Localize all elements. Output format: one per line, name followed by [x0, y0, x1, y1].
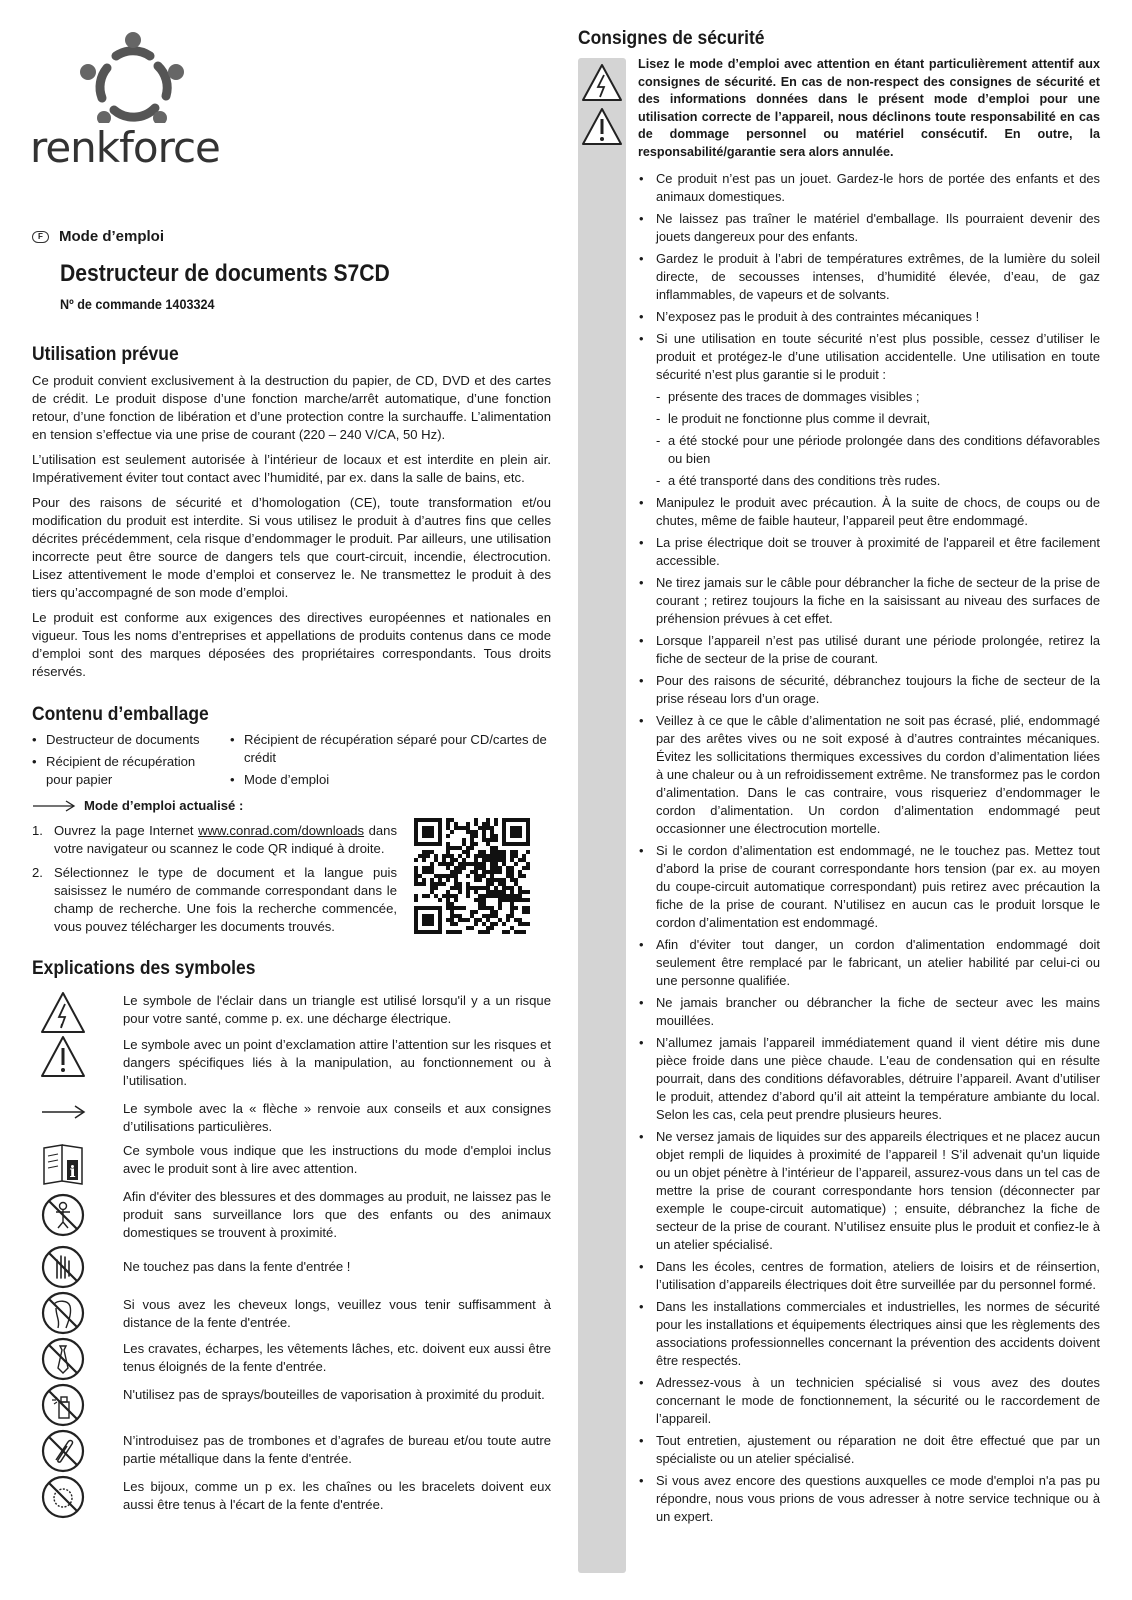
- list-item: • Destructeur de documents: [32, 731, 222, 749]
- no-tie-icon: [40, 1336, 86, 1382]
- no-paperclip-icon: [40, 1428, 86, 1474]
- intended-use-heading: Utilisation prévue: [32, 344, 179, 365]
- list-item: • Ne versez jamais de liquides sur des appareils électriques et ne placez aucun objet rempli de liquides à proximité de l’appareil ! S’il advenait qu'un liquide ou un objet pénètre à l’intérieur de l’appareil, assurez-vous dans un tel cas de mettre la prise de courant correspondante hors tension (déconnecter par exemple le coupe-circuit automatique) ; ensuite, débranchez la fiche de secteur de la prise de courant. N’utilisez ensuite plus le produit et confiez-le à un atelier spécialisé.: [638, 1128, 1100, 1254]
- symbols-heading: Explications des symboles: [32, 958, 256, 979]
- sub-list-item: - a été transporté dans des conditions très rudes.: [638, 472, 1100, 490]
- sub-list-item: - a été stocké pour une période prolongée dans des conditions défavorables ou bien: [638, 432, 1100, 468]
- list-item: • Adressez-vous à un technicien spécialisé si vous avez des doutes concernant le mode de fonctionnement, la sécurité ou le raccordement de l’appareil.: [638, 1374, 1100, 1428]
- updated-manual-title: Mode d’emploi actualisé :: [84, 798, 244, 813]
- list-item: • Manipulez le produit avec précaution. À la suite de chocs, de coups ou de chutes, même de faible hauteur, l’appareil peut être endommagé.: [638, 494, 1100, 530]
- intended-use-paragraph: Le produit est conforme aux exigences des directives européennes et nationales en vigueur. Tous les noms d’entreprises et appellations de produits contenus dans ce mode d’emploi sont des marques déposées des propriétaires correspondants. Tous droits réservés.: [32, 610, 551, 679]
- sub-list-item: - présente des traces de dommages visibles ;: [638, 388, 1100, 406]
- safety-heading: Consignes de sécurité: [578, 28, 765, 49]
- updated-manual-header: [32, 798, 243, 813]
- list-item: • Ne jamais brancher ou débrancher la fiche de secteur avec les mains mouillées.: [638, 994, 1100, 1030]
- no-spray-icon: [40, 1382, 86, 1428]
- sub-list-item: - le produit ne fonctionne plus comme il devrait,: [638, 410, 1100, 428]
- list-item: • Veillez à ce que le câble d’alimentation ne soit pas écrasé, plié, endommagé par des arêtes vives ou ne soit exposé à d’autres contraintes mécaniques. Évitez les sollicitations thermiques excessives du cordon d’alimentation liées à une chaleur ou à un refroidissement extrême. Ne transformez pas le cordon d’alimentation. Dans le cas contraire, vous risqueriez d’endommager le cordon d’alimentation. Un cordon d’alimentation endommagé peut occasionner une électrocution mortelle.: [638, 712, 1100, 838]
- download-steps: [32, 822, 397, 942]
- list-item: • Mode d’emploi: [230, 771, 550, 789]
- list-item: • Si une utilisation en toute sécurité n’est plus possible, cessez d’utiliser le produit et protégez-le d’une utilisation accidentelle. Une utilisation en toute sécurité n’est plus garantie si le produit :: [638, 330, 1100, 384]
- language-badge: F: [32, 231, 49, 243]
- svg-text:i: i: [69, 1162, 76, 1181]
- intended-use-paragraph: Pour des raisons de sécurité et d’homologation (CE), toute transformation et/ou modification du produit est interdite. Si vous utilisez le produit à d’autres fins que celles décrites précédemment, cela risque d’endommager le produit. Par ailleurs, une utilisation incorrecte peut être source de dangers tels que court-circuit, incendie, électrocution. Lisez attentivement le mode d’emploi et conservez le. Ne transmettez le produit à des tiers qu’accompagné de son mode d’emploi.: [32, 495, 551, 600]
- safety-section: [578, 28, 1100, 56]
- document-title: Destructeur de documents S7CD: [60, 260, 390, 287]
- downloads-link[interactable]: www.conrad.com/downloads: [198, 823, 365, 838]
- safety-list: [638, 170, 1100, 1530]
- package-heading: Contenu d’emballage: [32, 704, 209, 725]
- step-item: 2. Sélectionnez le type de document et la langue puis saisissez le numéro de commande correspondant dans le champ de recherche. Une fois la recherche commencée, vous pouvez télécharger les documents trouvés.: [32, 865, 397, 934]
- package-section: [32, 704, 551, 732]
- list-item: • Ne laissez pas traîner le matériel d'emballage. Ils pourraient devenir des jouets dangereux pour des enfants.: [638, 210, 1100, 246]
- manual-info-icon: [40, 1140, 86, 1186]
- order-number: Nº de commande 1403324: [60, 296, 215, 312]
- list-item: • Tout entretien, ajustement ou réparation ne doit être effectué que par un spécialiste ou un atelier spécialisé.: [638, 1432, 1100, 1468]
- list-item: • Si le cordon d’alimentation est endommagé, ne le touchez pas. Mettez tout d’abord la prise de courant correspondante hors tension (par ex. au moyen du coupe-circuit automatique correspondant) puis retirez avec précaution la fiche de la prise de courant. N’utilisez en aucun cas le produit lorsque le cordon d’alimentation est endommagé.: [638, 842, 1100, 932]
- no-hand-icon: [40, 1244, 86, 1290]
- lightning-triangle-icon: [40, 990, 86, 1036]
- no-long-hair-icon: [40, 1290, 86, 1336]
- brand-name: renkforce: [30, 123, 220, 172]
- intended-use-paragraph: Ce produit convient exclusivement à la destruction du papier, de CD, DVD et des cartes de crédit. Le produit dispose d’une fonction marche/arrêt automatique, d’une fonction retour, d’une fonction de libération et d’une protection contre la surchauffe. L’alimentation en tension s’effectue via une prise de courant (220 – 240 V/CA, 50 Hz).: [32, 373, 551, 442]
- symbols-section: [32, 958, 551, 986]
- safety-intro: Lisez le mode d’emploi avec attention en étant particulièrement attentif aux consignes de sécurité. En cas de non-respect des consignes de sécurité et des informations données dans le présent mode d’emploi pour une utilisation correcte de l’appareil, nous déclinons toute responsabilité en cas de dommage personnel ou matériel consécutif. En outre, la responsabilité/garantie sera alors annulée.: [638, 57, 1100, 159]
- list-item: • Récipient de récupération pour papier: [32, 753, 222, 789]
- list-item: • Ne tirez jamais sur le câble pour débrancher la fiche de secteur de la prise de courant ; retirez toujours la fiche en la saisissant au niveau des surfaces de préhension prévues à cet effet.: [638, 574, 1100, 628]
- list-item: • Pour des raisons de sécurité, débranchez toujours la fiche de secteur de la prise réseau lors d’un orage.: [638, 672, 1100, 708]
- arrow-icon: [32, 800, 76, 812]
- list-item: • Dans les installations commerciales et industrielles, les normes de sécurité pour les installations et équipements électriques ainsi que les règlements des associations professionnelles concernant la prévention des accidents doivent être respectés.: [638, 1298, 1100, 1370]
- intended-use-paragraph: L’utilisation est seulement autorisée à l’intérieur de locaux et est interdite en plein air. Impérativement éviter tout contact avec l’humidité, par ex. dans la salle de bains, etc.: [32, 452, 551, 485]
- brand-logo: [30, 28, 230, 172]
- list-item: • Si vous avez encore des questions auxquelles ce mode d'emploi n'a pas pu répondre, nous vous prions de vous adresser à notre service technique ou à un expert.: [638, 1472, 1100, 1526]
- manual-label: [32, 228, 164, 245]
- step-item: 1. Ouvrez la page Internet www.conrad.com/downloads dans votre navigateur ou scannez le code QR indiqué à droite.: [32, 823, 398, 856]
- list-item: • La prise électrique doit se trouver à proximité de l'appareil et être facilement accessible.: [638, 534, 1100, 570]
- lightning-triangle-icon: [580, 62, 624, 104]
- no-children-pets-icon: [40, 1192, 86, 1238]
- list-item: • Récipient de récupération séparé pour CD/cartes de crédit: [230, 731, 550, 767]
- list-item: • N’allumez jamais l’appareil immédiatement quand il vient détire mis dune pièce froide dans une pièce chaude. L'eau de condensation qui en résulte pourrait, dans des conditions défavorables, détruire l’appareil. Avant d’utiliser le produit, attendez d’abord qu’il ait atteint la température ambiante du local. Selon les cas, cela peut prendre plusieurs heures.: [638, 1034, 1100, 1124]
- safety-sidebar-bar: [578, 58, 626, 1573]
- intended-use-section: [32, 344, 551, 688]
- list-item: • Afin d'éviter tout danger, un cordon d'alimentation endommagé doit seulement être remplacé par le fabricant, un atelier habilité par celui-ci ou une personne qualifiée.: [638, 936, 1100, 990]
- list-item: • N’exposez pas le produit à des contraintes mécaniques !: [638, 308, 1100, 326]
- no-jewelry-icon: [40, 1474, 86, 1520]
- renkforce-star-icon: [30, 28, 230, 123]
- list-item: • Lorsque l’appareil n’est pas utilisé durant une période prolongée, retirez la fiche de secteur de la prise de courant.: [638, 632, 1100, 668]
- qr-code[interactable]: [414, 818, 530, 934]
- list-item: • Dans les écoles, centres de formation, ateliers de loisirs et de réinsertion, l’utilisation d’appareils électriques doit être surveillée par du personnel formé.: [638, 1258, 1100, 1294]
- exclamation-triangle-icon: [580, 106, 624, 148]
- list-item: • Gardez le produit à l’abri de températures extrêmes, de la lumière du soleil directe, de secousses intenses, d’humidité élevée, d’eau, de gaz inflammables, de vapeurs et de solvants.: [638, 250, 1100, 304]
- list-item: • Ce produit n’est pas un jouet. Gardez-le hors de portée des enfants et des animaux domestiques.: [638, 170, 1100, 206]
- manual-section-title: Mode d’emploi: [59, 228, 164, 245]
- exclamation-triangle-icon: [40, 1034, 86, 1080]
